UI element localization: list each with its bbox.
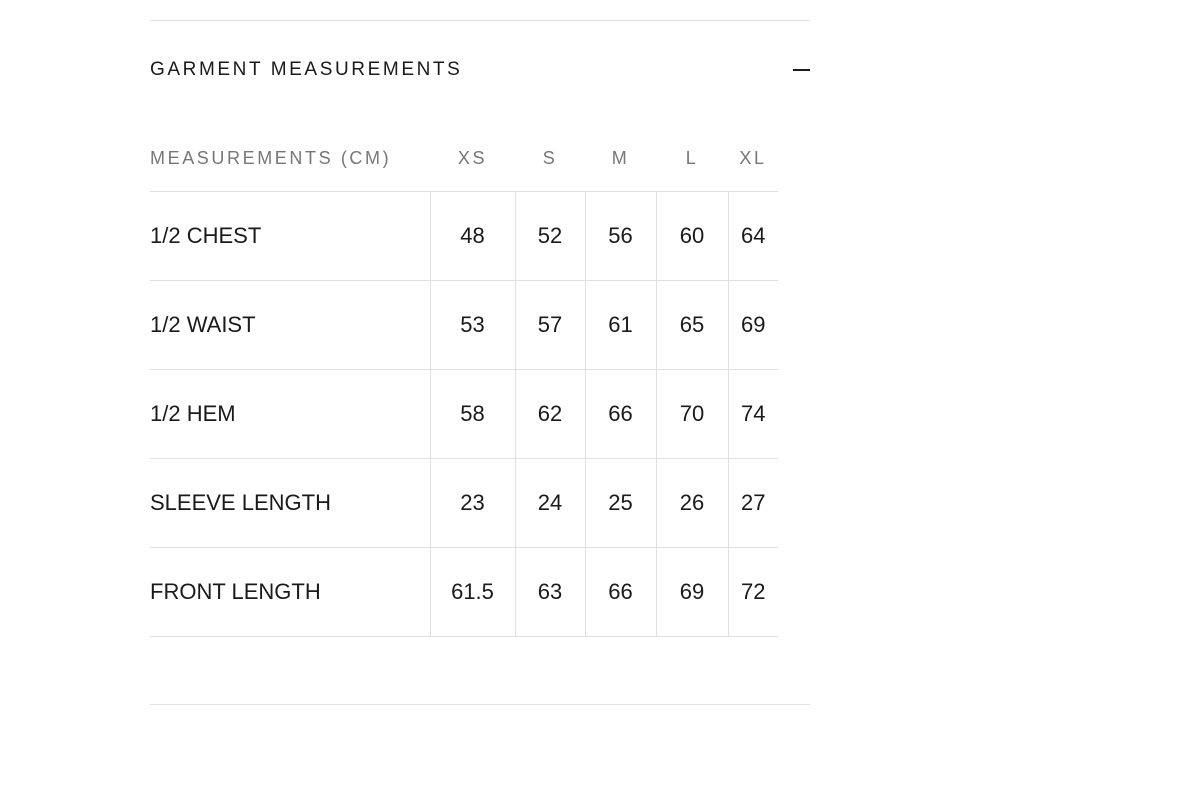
column-header-size: L — [656, 126, 728, 192]
table-cell: 69 — [728, 281, 778, 370]
top-divider — [150, 20, 810, 21]
table-cell: 56 — [585, 192, 656, 281]
table-cell: 25 — [585, 459, 656, 548]
table-cell: 60 — [656, 192, 728, 281]
table-cell: 61 — [585, 281, 656, 370]
table-cell: 69 — [656, 548, 728, 637]
table-cell: 57 — [515, 281, 585, 370]
table-cell: 65 — [656, 281, 728, 370]
table-cell: 70 — [656, 370, 728, 459]
table-cell: 66 — [585, 370, 656, 459]
table-cell: 52 — [515, 192, 585, 281]
table-cell: 24 — [515, 459, 585, 548]
table-row — [150, 192, 778, 281]
table-cell: 66 — [585, 548, 656, 637]
column-header-measurements: MEASUREMENTS (CM) — [150, 126, 430, 192]
table-cell: 58 — [430, 370, 515, 459]
column-header-size: XS — [430, 126, 515, 192]
row-label: 1/2 HEM — [150, 370, 430, 459]
size-chart-table — [150, 126, 778, 637]
table-cell: 72 — [728, 548, 778, 637]
row-label: FRONT LENGTH — [150, 548, 430, 637]
column-header-size: S — [515, 126, 585, 192]
garment-measurements-accordion-toggle[interactable] — [150, 52, 810, 88]
table-cell: 62 — [515, 370, 585, 459]
table-cell: 26 — [656, 459, 728, 548]
table-row — [150, 281, 778, 370]
table-cell: 74 — [728, 370, 778, 459]
table-cell: 23 — [430, 459, 515, 548]
table-cell: 53 — [430, 281, 515, 370]
table-cell: 64 — [728, 192, 778, 281]
table-cell: 63 — [515, 548, 585, 637]
table-row — [150, 548, 778, 637]
table-row — [150, 459, 778, 548]
column-header-size: M — [585, 126, 656, 192]
table-cell: 27 — [728, 459, 778, 548]
table-row — [150, 370, 778, 459]
bottom-divider — [150, 704, 810, 705]
row-label: 1/2 WAIST — [150, 281, 430, 370]
row-label: 1/2 CHEST — [150, 192, 430, 281]
table-cell: 61.5 — [430, 548, 515, 637]
row-label: SLEEVE LENGTH — [150, 459, 430, 548]
minus-icon[interactable] — [793, 69, 810, 71]
section-title: GARMENT MEASUREMENTS — [150, 59, 463, 80]
column-header-size: XL — [728, 126, 778, 192]
table-header-row — [150, 126, 778, 192]
table-cell: 48 — [430, 192, 515, 281]
